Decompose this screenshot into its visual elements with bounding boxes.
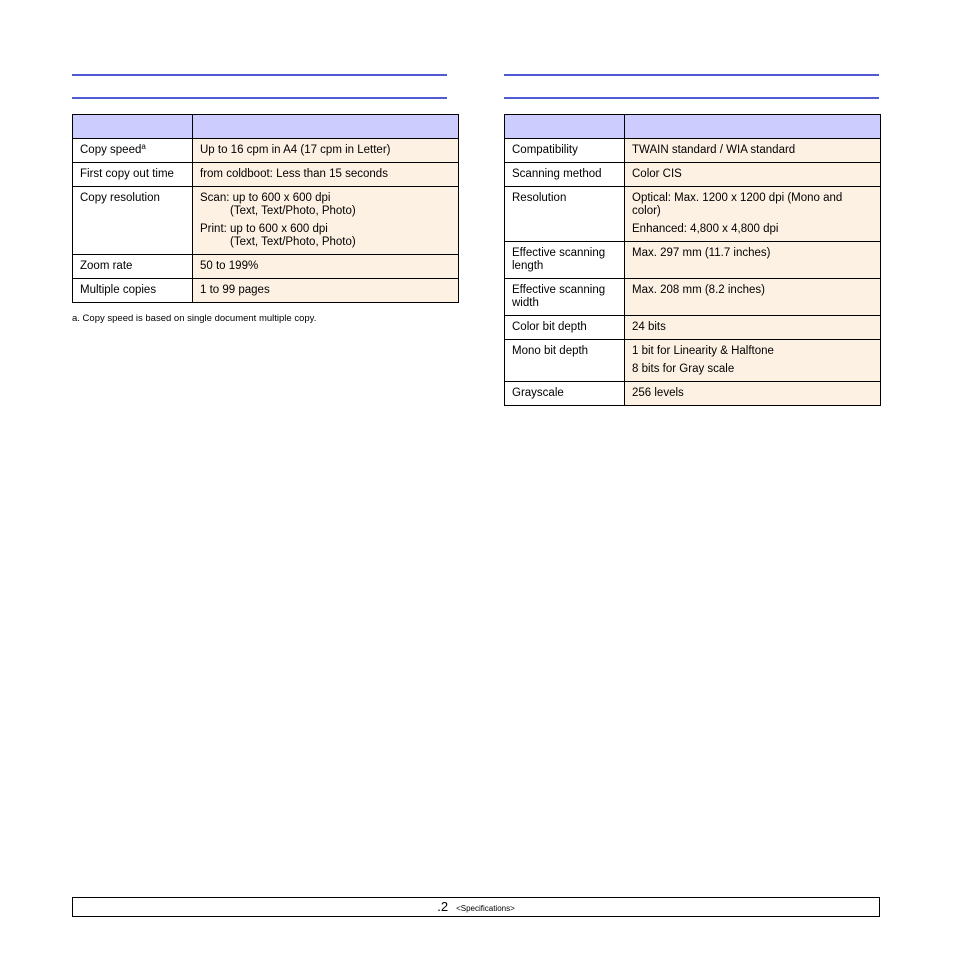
right-section-top-rule [504,74,879,76]
table-row [505,242,881,279]
scan-specs-table [504,114,881,406]
row-value: 1 to 99 pages [193,279,459,303]
row-label: Resolution [505,187,625,242]
row-value: Up to 16 cpm in A4 (17 cpm in Letter) [193,139,459,163]
section-name: <Specifications> [456,904,515,913]
row-label: Scanning method [505,163,625,187]
row-label: Effective scanning width [505,279,625,316]
row-value: Max. 208 mm (8.2 inches) [625,279,881,316]
row-label: Compatibility [505,139,625,163]
table-row [505,139,881,163]
row-value: 50 to 199% [193,255,459,279]
footnote-marker: a [141,142,146,151]
copy-table-header-cell [193,115,459,139]
table-row [73,255,459,279]
scan-table-header-cell [625,115,881,139]
copy-table-header-row [73,115,459,139]
row-value: Color CIS [625,163,881,187]
table-row [505,187,881,242]
row-label: Mono bit depth [505,340,625,382]
page-number: .2 [437,899,449,914]
row-value: TWAIN standard / WIA standard [625,139,881,163]
row-label: Grayscale [505,382,625,406]
table-row [505,340,881,382]
scan-table-header-cell [505,115,625,139]
row-value: 24 bits [625,316,881,340]
table-row [505,279,881,316]
row-value: Optical: Max. 1200 x 1200 dpi (Mono and color) Enhanced: 4,800 x 4,800 dpi [625,187,881,242]
copy-speed-footnote: a. Copy speed is based on single document multiple copy. [72,313,317,324]
row-label: Zoom rate [73,255,193,279]
row-value: 256 levels [625,382,881,406]
row-label: Multiple copies [73,279,193,303]
copy-specs-table [72,114,459,303]
row-value: 1 bit for Linearity & Halftone 8 bits for Gray scale [625,340,881,382]
row-label: Copy speed$^a$ [73,139,193,163]
left-section-bottom-rule [72,97,447,99]
table-row [505,163,881,187]
table-row [505,382,881,406]
page-footer [72,897,880,917]
row-value [193,187,459,255]
scan-table-header-row [505,115,881,139]
table-row [73,279,459,303]
right-section-bottom-rule [504,97,879,99]
row-label: Copy resolution [73,187,193,255]
row-label: First copy out time [73,163,193,187]
table-row [73,187,459,255]
row-label: Effective scanning length [505,242,625,279]
table-row [73,139,459,163]
row-value: Max. 297 mm (11.7 inches) [625,242,881,279]
row-value: from coldboot: Less than 15 seconds [193,163,459,187]
left-section-top-rule [72,74,447,76]
row-label: Color bit depth [505,316,625,340]
table-row [505,316,881,340]
table-row [73,163,459,187]
resolution-modes: (Text, Text/Photo, Photo) [230,205,356,217]
copy-table-header-cell [73,115,193,139]
resolution-modes: (Text, Text/Photo, Photo) [230,236,356,248]
resolution-line: Scan: up to 600 x 600 dpi [200,192,331,204]
resolution-line: Print: up to 600 x 600 dpi [200,223,328,235]
